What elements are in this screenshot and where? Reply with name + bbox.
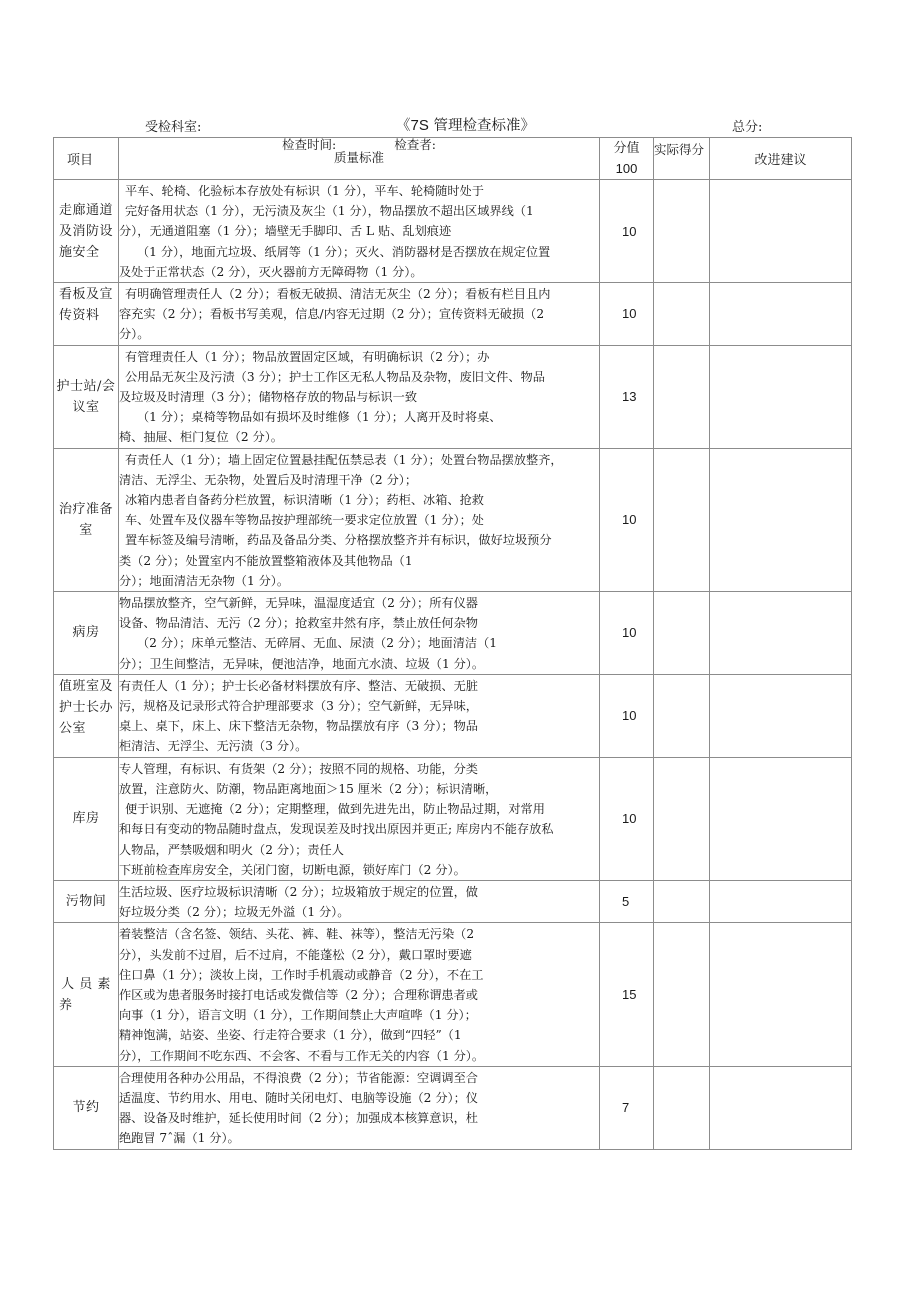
standard-line: 有明确管理责任人（2 分）；看板无破损、清洁无灰尘（2 分）；看板有栏目且内: [125, 287, 551, 302]
standard-line: 有责任人（1 分）；护士长必备材料摆放有序、整洁、无破损、无脏: [119, 678, 478, 693]
standard-line: 椅、抽屉、柜门复位（2 分）。: [119, 430, 283, 445]
standard-line: 分）；地面清洁无杂物（1 分）。: [119, 573, 290, 588]
row-actual-score-input[interactable]: [654, 674, 710, 757]
standard-line: 精神饱满，站姿、坐姿、行走符合要求（1 分），做到“四轻”（1: [119, 1028, 462, 1043]
standard-line: 下班前检查库房安全，关闭门窗，切断电源，锁好库门（2 分）。: [119, 862, 466, 877]
row-score: 10: [600, 757, 654, 880]
row-item-line: 施安全: [59, 244, 100, 260]
row-item: [54, 757, 119, 880]
standard-line: 完好备用状态（1 分），无污渍及灰尘（1 分），物品摆放不超出区域界线（1: [125, 204, 534, 219]
row-actual-score-input[interactable]: [654, 283, 710, 346]
row-standard: [119, 180, 600, 283]
score-label: 分值: [613, 140, 640, 156]
row-suggestion-input[interactable]: [710, 448, 852, 591]
row-suggestion-input[interactable]: [710, 880, 852, 922]
row-standard: [119, 592, 600, 675]
table-header-row: [54, 138, 852, 180]
row-actual-score-input[interactable]: [654, 923, 710, 1066]
standard-line: 器、设备及时维护，延长使用时间（2 分）；加强成本核算意识，杜: [119, 1111, 478, 1126]
row-standard: [119, 448, 600, 591]
row-score: 5: [600, 880, 654, 922]
score-total: 100: [615, 160, 638, 176]
table-row: [54, 923, 852, 1066]
row-item: [54, 1066, 119, 1149]
row-suggestion-input[interactable]: [710, 180, 852, 283]
title-rest: 管理检查标准》: [428, 118, 535, 134]
row-item-line: 库房: [72, 811, 100, 827]
row-score: 10: [600, 180, 654, 283]
table-row: [54, 880, 852, 922]
standard-line: 好垃圾分类（2 分）；垃圾无外溢（1 分）。: [119, 905, 350, 920]
row-item-line: 议室: [72, 399, 100, 415]
row-score: 10: [600, 592, 654, 675]
row-actual-score-input[interactable]: [654, 180, 710, 283]
standard-line: 物品摆放整齐，空气新鲜，无异味，温湿度适宜（2 分）；所有仪器: [119, 596, 478, 611]
standard-line: 放置，注意防火、防潮，物品距离地面＞15 厘米（2 分）；标识清晰，: [119, 781, 498, 796]
row-item-line: 养: [59, 997, 73, 1013]
check-time-label: 检查时间:: [282, 137, 337, 152]
standard-line: 生活垃圾、医疗垃圾标识清晰（2 分）；垃圾箱放于规定的位置，做: [119, 884, 478, 899]
standard-line: 类（2 分）；处置室内不能放置整箱液体及其他物品（1: [119, 553, 413, 568]
row-item-line: 人 员 素: [61, 976, 111, 992]
total-score-label: 总分:: [732, 120, 763, 135]
standard-line: 分），头发前不过眉，后不过肩，不能蓬松（2 分），戴口罩时要遮: [119, 947, 472, 962]
standard-line: 有责任人（1 分）；墙上固定位置悬挂配伍禁忌表（1 分）；处置台物品摆放整齐，: [125, 452, 563, 467]
row-score: 10: [600, 674, 654, 757]
checker-label: 检查者:: [394, 137, 436, 152]
row-suggestion-input[interactable]: [710, 345, 852, 448]
standard-line: 分）；卫生间整洁，无异味，便池洁净，地面亢水渍、垃圾（1 分）。: [119, 656, 485, 671]
table-row: [54, 674, 852, 757]
row-suggestion-input[interactable]: [710, 757, 852, 880]
row-actual-score-input[interactable]: [654, 448, 710, 591]
row-item: [54, 448, 119, 591]
standard-line: 住口鼻（1 分）；淡妆上岗，工作时手机震动或静音（2 分），不在工: [119, 967, 484, 982]
row-item: [54, 674, 119, 757]
row-item-line: 值班室及: [58, 678, 113, 694]
row-item-line: 护士长办: [58, 699, 113, 715]
standard-line: 绝跑冒 7ˆ漏（1 分）。: [119, 1131, 240, 1146]
column-header-score: [600, 138, 654, 180]
standard-line: （2 分）；床单元整洁、无碎屑、无血、尿渍（2 分）；地面清洁（1: [137, 636, 498, 651]
standard-line: 分），无通道阻塞（1 分）；墙壁无手脚印、舌 L 贴、乱划痕迹: [119, 224, 452, 239]
row-standard: [119, 923, 600, 1066]
column-header-standard: [119, 138, 600, 180]
department-label: 受检科室:: [145, 120, 202, 135]
table-row: [54, 592, 852, 675]
standard-line: 便于识别、无遮掩（2 分）；定期整理，做到先进先出，防止物品过期，对常用: [125, 802, 545, 817]
standard-line: 分）。: [119, 327, 150, 342]
row-item-line: 护士站/会: [56, 378, 116, 394]
document-header: [0, 114, 920, 134]
row-score: 10: [600, 448, 654, 591]
standard-line: 分），工作期间不吃东西、不会客、不看与工作无关的内容（1 分）。: [119, 1048, 485, 1063]
table-row: [54, 180, 852, 283]
row-item: [54, 345, 119, 448]
inspection-standard-table: [53, 137, 852, 1150]
table-row: [54, 283, 852, 346]
standard-line: 桌上、桌下，床上、床下整洁无杂物，物品摆放有序（3 分）；物品: [119, 719, 478, 734]
row-suggestion-input[interactable]: [710, 1066, 852, 1149]
standard-line: 及处于正常状态（2 分），灭火器前方无障碍物（1 分）。: [119, 264, 423, 279]
row-item-line: 节约: [72, 1100, 100, 1116]
row-score: 7: [600, 1066, 654, 1149]
row-suggestion-input[interactable]: [710, 283, 852, 346]
row-item: [54, 180, 119, 283]
standard-line: （1 分），地面亢垃圾、纸屑等（1 分）；灭火、消防器材是否摆放在规定位置: [137, 244, 551, 259]
row-item-line: 污物间: [65, 894, 107, 910]
row-item-line: 传资料: [59, 308, 100, 324]
row-suggestion-input[interactable]: [710, 592, 852, 675]
row-standard: [119, 674, 600, 757]
row-item: [54, 923, 119, 1066]
row-actual-score-input[interactable]: [654, 592, 710, 675]
table-row: [54, 1066, 852, 1149]
standard-line: 适温度、节约用水、用电、随时关闭电灯、电脑等设施（2 分）；仪: [119, 1090, 478, 1105]
table-row: [54, 345, 852, 448]
standard-line: 和每日有变动的物品随时盘点，发现误差及时找出原因并更正; 库房内不能存放私: [119, 822, 554, 837]
row-actual-score-input[interactable]: [654, 880, 710, 922]
standard-label: 质量标准: [333, 150, 384, 165]
standard-line: 车、处置车及仪器车等物品按护理部统一要求定位放置（1 分）；处: [125, 513, 484, 528]
title-prefix: 《: [396, 118, 411, 134]
standard-line: 着装整洁（含名签、领结、头花、裤、鞋、袜等），整洁无污染（2: [119, 927, 475, 942]
row-item-line: 及消防设: [58, 223, 113, 239]
row-item-line: 室: [79, 522, 93, 538]
row-actual-score-input[interactable]: [654, 345, 710, 448]
standard-line: 容充实（2 分）；看板书写美观，信息/内容无过期（2 分）；宣传资料无破损（2: [119, 307, 545, 322]
row-actual-score-input[interactable]: [654, 1066, 710, 1149]
column-header-actual-score: 实际得分: [654, 138, 710, 180]
standard-line: 合理使用各种办公用品，不得浪费（2 分）；节省能源：空调调至合: [119, 1070, 478, 1085]
standard-line: 污，规格及记录形式符合护理部要求（3 分）；空气新鲜，无异味，: [119, 699, 478, 714]
row-item: [54, 283, 119, 346]
row-item: [54, 592, 119, 675]
standard-line: （1 分）；桌椅等物品如有损坏及时维修（1 分）；人离开及时将桌、: [137, 410, 502, 425]
standard-line: 置车标签及编号清晰，药品及备品分类、分格摆放整齐并有标识，做好垃圾预分: [125, 533, 552, 548]
standard-line: 柜清洁、无浮尘、无污渍（3 分）。: [119, 739, 308, 754]
standard-line: 向事（1 分），语言文明（1 分），工作期间禁止大声喧哗（1 分）；: [119, 1008, 477, 1023]
standard-line: 冰箱内患者自备药分栏放置，标识清晰（1 分）；药柜、冰箱、抢救: [125, 493, 484, 508]
document-title: [396, 114, 535, 135]
standard-line: 及垃圾及时清理（3 分）；储物格存放的物品与标识一致: [119, 390, 418, 405]
standard-line: 有管理责任人（1 分）；物品放置固定区域，有明确标识（2 分）；办: [125, 349, 490, 364]
table-row: [54, 757, 852, 880]
standard-line: 清洁、无浮尘、无杂物，处置后及时清理干净（2 分）；: [119, 472, 418, 487]
title-latin: 7S: [410, 117, 429, 134]
row-item: [54, 880, 119, 922]
row-item-line: 看板及宣: [58, 287, 113, 303]
standard-line: 作区或为患者服务时接打电话或发微信等（2 分）；合理称谓患者或: [119, 987, 478, 1002]
standard-line: 设备、物品清洁、无污（2 分）；抢救室井然有序，禁止放任何杂物: [119, 616, 478, 631]
row-score: 13: [600, 345, 654, 448]
column-header-suggestion: 改进建议: [710, 138, 852, 180]
row-score: 10: [600, 283, 654, 346]
row-item-line: 公室: [59, 720, 87, 736]
table-row: [54, 448, 852, 591]
row-item-line: 病房: [72, 625, 100, 641]
standard-line: 公用品无灰尘及污渍（3 分）；护士工作区无私人物品及杂物，废旧文件、物品: [125, 369, 545, 384]
column-header-item: 项目: [54, 138, 119, 180]
row-suggestion-input[interactable]: [710, 923, 852, 1066]
row-score: 15: [600, 923, 654, 1066]
row-suggestion-input[interactable]: [710, 674, 852, 757]
standard-line: 平车、轮椅、化验标本存放处有标识（1 分），平车、轮椅随时处于: [125, 184, 484, 198]
row-standard: [119, 283, 600, 346]
row-standard: [119, 880, 600, 922]
row-item-line: 走廊通道: [58, 202, 113, 218]
row-actual-score-input[interactable]: [654, 757, 710, 880]
row-standard: [119, 757, 600, 880]
row-standard: [119, 1066, 600, 1149]
row-item-line: 治疗准备: [58, 501, 113, 517]
row-standard: [119, 345, 600, 448]
standard-line: 人物品，严禁吸烟和明火（2 分）；责任人: [119, 842, 344, 857]
standard-line: 专人管理，有标识、有货架（2 分）；按照不同的规格、功能，分类: [119, 761, 478, 776]
